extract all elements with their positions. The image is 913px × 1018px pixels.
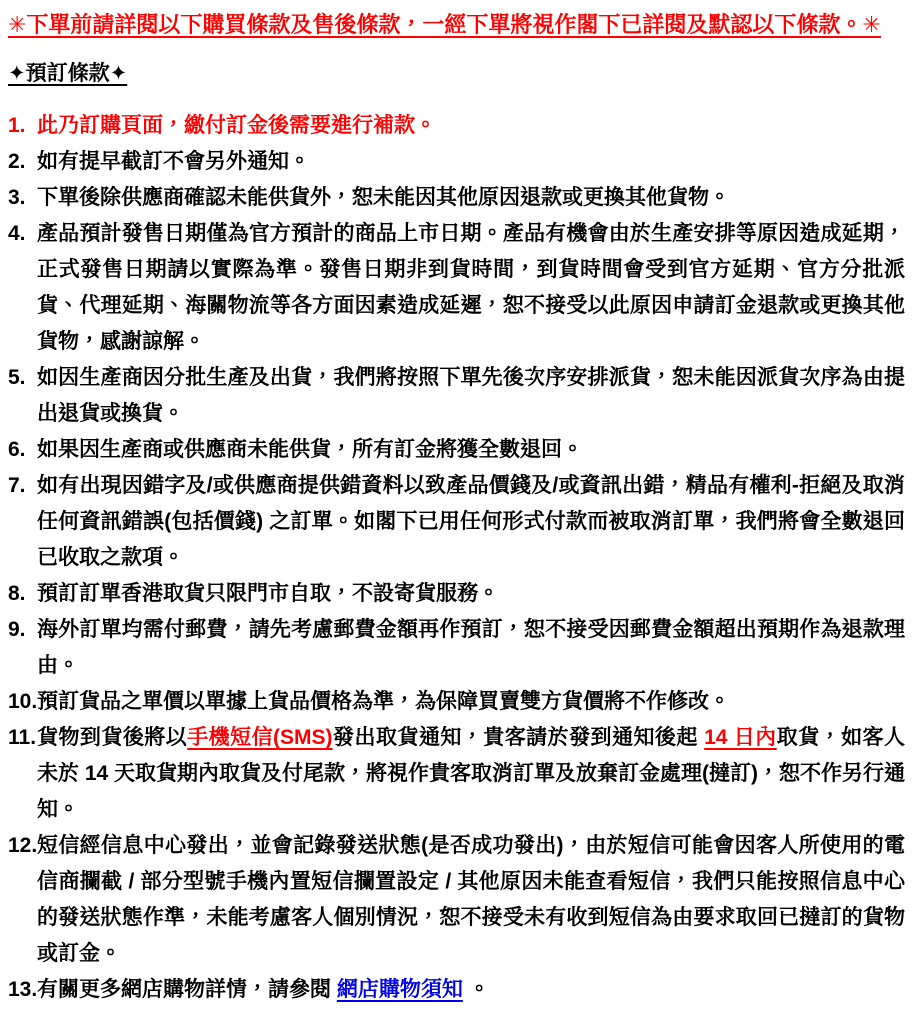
term-text: 海外訂單均需付郵費，請先考慮郵費金額再作預訂，恕不接受因郵費金額超出預期作為退款理由。: [37, 618, 905, 677]
term-item-1: [8, 108, 905, 144]
terms-list: [8, 108, 905, 1008]
term-text-red-underline: 手機短信(SMS): [187, 726, 333, 749]
term-number: 10.: [8, 690, 38, 713]
term-text: 此乃訂購頁面，繳付訂金後需要進行補款。: [37, 114, 436, 137]
term-text: 短信經信息中心發出，並會記錄發送狀態(是否成功發出)，由於短信可能會因客人所使用的電信商攔截 / 部分型號手機內置短信攔置設定 / 其他原因未能查看短信，我們只能按照信息中心的發送狀態作準，未能考慮客人個別情況，恕不接受未有收到短信為由要求取回已撻訂的貨物或訂金。: [37, 834, 905, 965]
term-text: 。: [462, 978, 490, 1001]
term-text: 如有提早截訂不會另外通知。: [37, 150, 310, 173]
term-text: 有關更多網店購物詳情，請參閱: [37, 978, 337, 1001]
term-text: 取貨，如客人未於 14 天取貨期內取貨及付尾款，將視作貴客取消訂單及放棄訂金處理(撻訂)，恕不作另行通知。: [37, 726, 906, 821]
term-item-2: [8, 144, 905, 180]
shop-notice-link[interactable]: 網店購物須知: [336, 978, 463, 1001]
term-number: 11.: [8, 726, 37, 749]
term-item-7: [8, 468, 905, 576]
term-number: 7.: [8, 474, 26, 497]
term-number: 9.: [8, 618, 26, 641]
term-text: 發出取貨通知，貴客請於發到通知後起: [332, 726, 705, 749]
term-text: 預訂貨品之單價以單據上貨品價格為準，為保障買賣雙方貨價將不作修改。: [37, 690, 730, 713]
term-number: 5.: [8, 366, 26, 389]
term-text: 產品預計發售日期僅為官方預計的商品上市日期。產品有機會由於生產安排等原因造成延期，正式發售日期請以實際為準。發售日期非到貨時間，到貨時間會受到官方延期、官方分批派貨、代理延期、海關物流等各方面因素造成延遲，恕不接受以此原因申請訂金退款或更換其他貨物，感謝諒解。: [37, 222, 905, 353]
term-item-13: [8, 972, 905, 1008]
term-number: 6.: [8, 438, 26, 461]
term-item-10: [8, 684, 905, 720]
term-text: 如果因生產商或供應商未能供貨，所有訂金將獲全數退回。: [37, 438, 583, 461]
term-item-12: [8, 828, 905, 972]
term-text: 貨物到貨後將以: [37, 726, 188, 749]
term-number: 8.: [8, 582, 26, 605]
term-item-9: [8, 612, 905, 684]
purchase-notice-banner: ✳下單前請詳閱以下購買條款及售後條款，一經下單將視作閣下已詳閱及默認以下條款。✳: [8, 12, 881, 37]
term-item-11: [8, 720, 905, 828]
term-item-6: [8, 432, 905, 468]
term-number: 4.: [8, 222, 26, 245]
term-text: 下單後除供應商確認未能供貨外，恕未能因其他原因退款或更換其他貨物。: [37, 186, 730, 209]
term-text: 預訂訂單香港取貨只限門市自取，不設寄貨服務。: [37, 582, 499, 605]
term-number: 13.: [8, 978, 38, 1001]
preorder-terms-heading: ✦預訂條款✦: [8, 62, 128, 85]
term-item-4: [8, 216, 905, 360]
term-item-5: [8, 360, 905, 432]
term-number: 3.: [8, 186, 26, 209]
term-item-8: [8, 576, 905, 612]
term-item-3: [8, 180, 905, 216]
term-text: 如有出現因錯字及/或供應商提供錯資料以致產品價錢及/或資訊出錯，精品有權利-拒絕及取消任何資訊錯誤(包括價錢) 之訂單。如閣下已用任何形式付款而被取消訂單，我們將會全數退回已收取之款項。: [37, 474, 905, 569]
term-number: 1.: [8, 114, 26, 137]
term-number: 12.: [8, 834, 38, 857]
term-text-red-underline: 14 日內: [704, 726, 777, 749]
term-text: 如因生產商因分批生產及出貨，我們將按照下單先後次序安排派貨，恕未能因派貨次序為由提出退貨或換貨。: [37, 366, 905, 425]
term-number: 2.: [8, 150, 26, 173]
